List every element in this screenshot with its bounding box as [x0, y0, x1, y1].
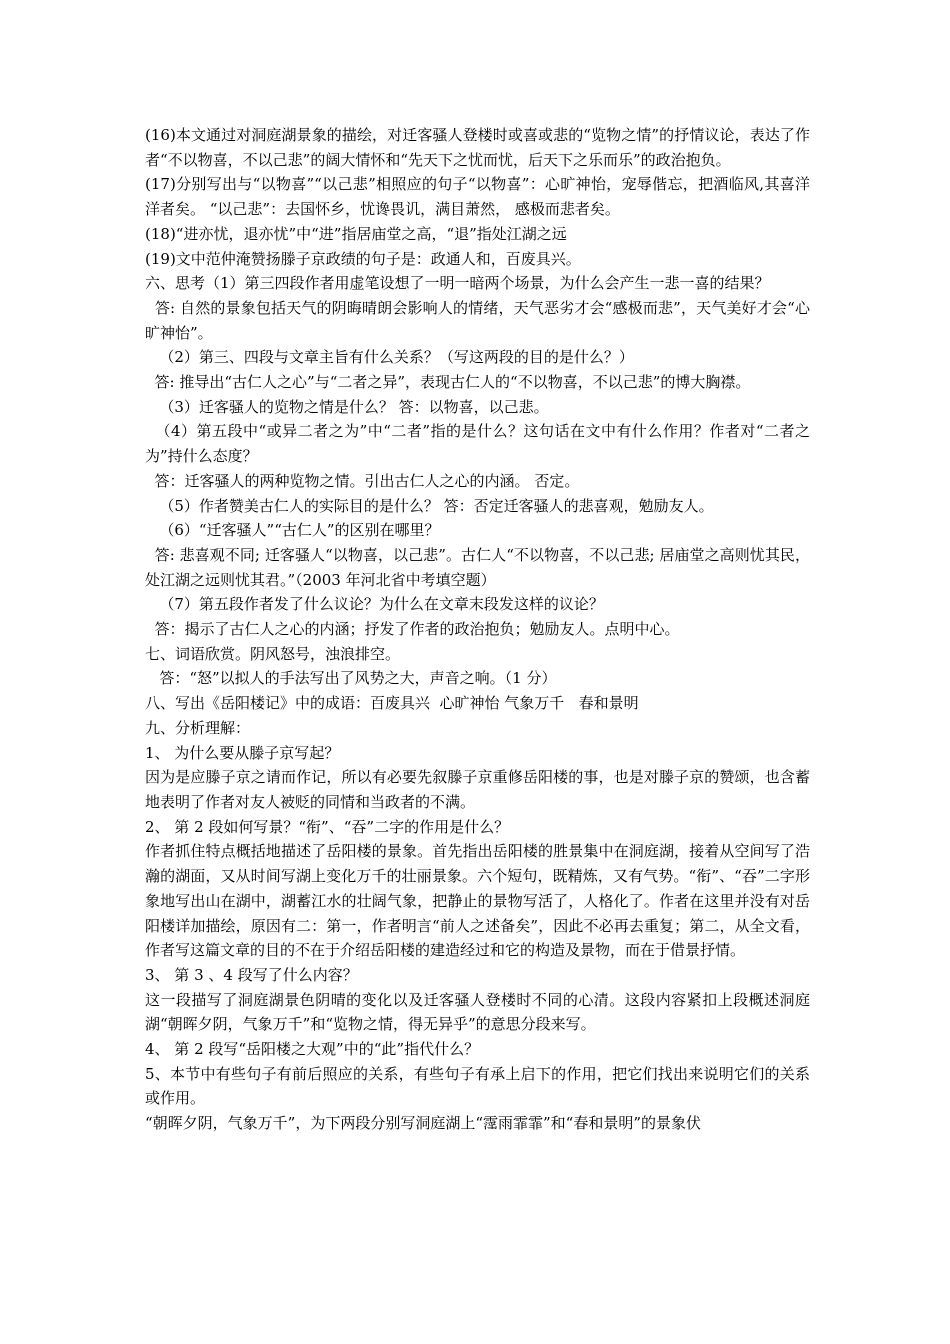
question-5: （5）作者赞美古仁人的实际目的是什么？ 答：否定迁客骚人的悲喜观，勉励友人。: [145, 496, 714, 515]
section-6-heading: 六、思考（1）第三四段作者用虚笔设想了一明一暗两个场景，为什么会产生一悲一喜的结果？: [145, 274, 770, 293]
answer-2: 答: 推导出“古仁人之心”与“二者之异”，表现古仁人的“不以物喜，不以己悲”的博大胸襟。: [145, 373, 751, 392]
analysis-question-5: 5、本节中有些句子有前后照应的关系，有些句子有承上启下的作用，把它们找出来说明它们的关系或作用。: [145, 1064, 810, 1108]
section-9-heading: 九、分析理解：: [145, 718, 251, 737]
analysis-answer-1: 因为是应滕子京之请而作记，所以有必要先叙滕子京重修岳阳楼的事，也是对滕子京的赞颂，也含蓄地表明了作者对友人被贬的同情和当政者的不满。: [145, 768, 810, 811]
paragraph-18: (18)“进亦忧，退亦忧”中“进”指居庙堂之高，“退”指处江湖之远: [145, 224, 567, 243]
answer-1: 答: 自然的景象包括天气的阴晦晴朗会影响人的情绪，天气恶劣才会“感极而悲”，天气美好才会“心旷神怡”。: [145, 298, 810, 342]
section-7-answer: 答：“怒”以拟人的手法写出了风势之大，声音之响。（1 分）: [145, 669, 557, 688]
answer-6: 答: 悲喜观不同; 迁客骚人“以物喜，以己悲”。古仁人“不以物喜，不以己悲; 居庙堂之高则忧其民，处江湖之远则忧其君。”（2003 年河北省中考填空题）: [145, 545, 810, 589]
paragraph-17: (17)分别写出与“以物喜”“以己悲”相照应的句子“以物喜”：心旷神怡，宠辱偕忘，把酒临风,其喜洋洋者矣。 “以己悲”：去国怀乡，忧谗畏讥，满目萧然， 感极而悲者矣。: [145, 175, 810, 219]
document-body: [145, 123, 810, 1136]
section-7-heading: 七、词语欣赏。阴风怒号，浊浪排空。: [145, 644, 401, 663]
analysis-answer-2: 作者抓住特点概括地描述了岳阳楼的景象。首先指出岳阳楼的胜景集中在洞庭湖，接着从空间写了浩瀚的湖面，又从时间写湖上变化万千的壮丽景象。六个短句，既精炼，又有气势。“衔”、“吞”二字形象地写出山在湖中，湖蓄江水的壮阔气象，把静止的景物写活了，人格化了。作者在这里并没有对岳阳楼详加描绘，原因有二：第一，作者明言“前人之述备矣”，因此不必再去重复；第二，从全文看，作者写这篇文章的目的不在于介绍岳阳楼的建造经过和它的构造及景物，而在于借景抒情。: [145, 842, 810, 960]
answer-4: 答：迁客骚人的两种览物之情。引出古仁人之心的内涵。 否定。: [145, 471, 580, 490]
answer-7: 答：揭示了古仁人之心的内涵；抒发了作者的政治抱负；勉励友人。点明中心。: [145, 620, 680, 639]
analysis-question-2: 2、 第 2 段如何写景？“衔”、“吞”二字的作用是什么？: [145, 817, 510, 836]
question-4: （4）第五段中“或异二者之为”中“二者”指的是什么？这句话在文中有什么作用？作者对“二者之为”持什么态度？: [145, 422, 811, 466]
analysis-question-3: 3、 第 3 、4 段写了什么内容？: [145, 965, 358, 984]
paragraph-16: (16)本文通过对洞庭湖景象的描绘，对迁客骚人登楼时或喜或悲的“览物之情”的抒情议论，表达了作者“不以物喜，不以己悲”的阔大情怀和“先天下之忧而忧，后天下之乐而乐”的政治抱负。: [145, 126, 810, 169]
question-3: （3）迁客骚人的览物之情是什么？ 答：以物喜，以己悲。: [145, 397, 549, 416]
analysis-question-1: 1、 为什么要从滕子京写起？: [145, 743, 340, 762]
question-7: （7）第五段作者发了什么议论？为什么在文章末段发这样的议论？: [145, 595, 604, 614]
analysis-answer-3: 这一段描写了洞庭湖景色阴晴的变化以及迁客骚人登楼时不同的心清。这段内容紧扣上段概述洞庭湖“朝晖夕阴，气象万千”和“览物之情，得无异乎”的意思分段来写。: [145, 990, 810, 1034]
question-6: （6）“迁客骚人”“古仁人”的区别在哪里？: [145, 521, 440, 540]
analysis-question-4: 4、 第 2 段写“岳阳楼之大观”中的“此”指代什么？: [145, 1040, 480, 1059]
section-8-heading: 八、写出《岳阳楼记》中的成语：百废具兴 心旷神怡 气象万千 春和景明: [145, 694, 639, 713]
paragraph-19: (19)文中范仲淹赞扬滕子京政绩的句子是：政通人和，百废具兴。: [145, 249, 581, 268]
analysis-answer-5: “朝晖夕阴，气象万千”，为下两段分别写洞庭湖上“霪雨霏霏”和“春和景明”的景象伏: [145, 1114, 702, 1133]
question-2: （2）第三、四段与文章主旨有什么关系？（写这两段的目的是什么？）: [145, 348, 634, 367]
